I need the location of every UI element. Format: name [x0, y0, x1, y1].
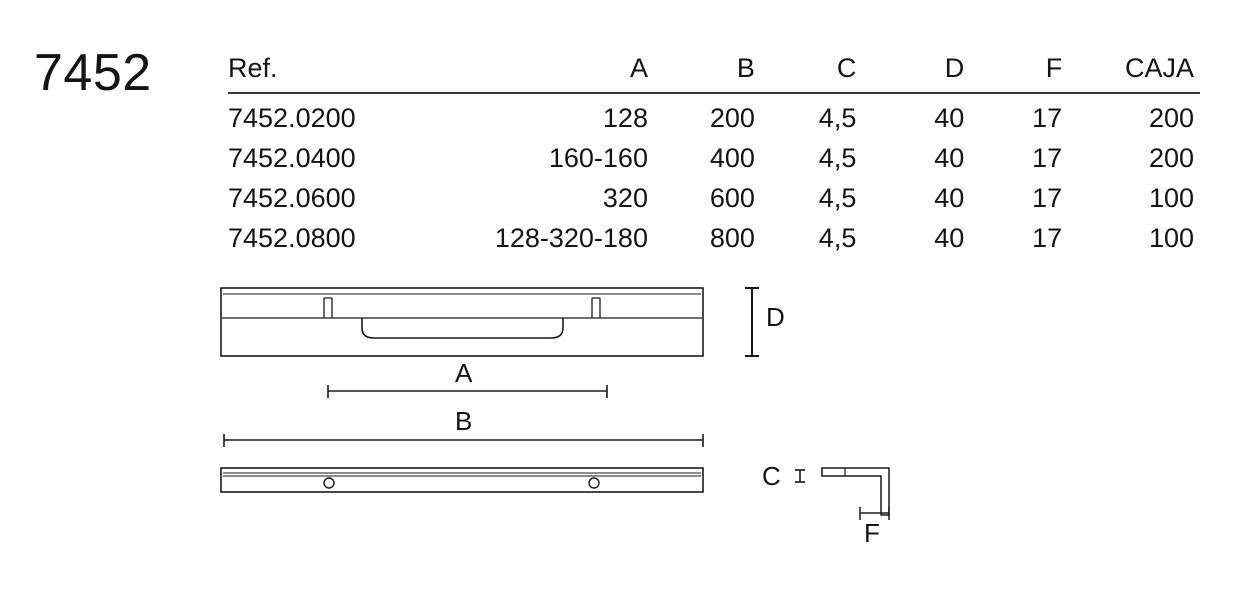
cell-d: 40 [934, 223, 965, 253]
cell-f: 17 [1032, 103, 1063, 133]
specification-table [228, 48, 1200, 258]
dimension-label-d: D [766, 302, 785, 332]
cell-d: 40 [934, 103, 965, 133]
table-header-row [228, 48, 1200, 93]
cell-b: 200 [709, 103, 755, 133]
column-header-caja: CAJA [1084, 48, 1200, 93]
cell-b: 400 [709, 143, 755, 173]
cell-f: 17 [1032, 223, 1063, 253]
cell-c: 4,5 [818, 103, 857, 133]
cell-b: 600 [709, 183, 755, 213]
cell-a: 128-320-180 [494, 223, 648, 253]
cell-ref: 7452.0600 [228, 183, 356, 213]
dimension-a [328, 358, 607, 398]
dimension-label-b: B [455, 406, 473, 436]
cell-d: 40 [934, 143, 965, 173]
cell-b: 800 [709, 223, 755, 253]
cell-f: 17 [1032, 143, 1063, 173]
dimension-label-a: A [455, 358, 473, 388]
table-row [228, 218, 1200, 258]
top-view-drawing [221, 468, 703, 492]
section-detail-drawing [762, 461, 889, 548]
column-header-c: C [761, 48, 870, 93]
column-header-ref: Ref. [228, 48, 421, 93]
cell-caja: 100 [1148, 223, 1194, 253]
cell-c: 4,5 [818, 143, 857, 173]
column-header-d: D [870, 48, 980, 93]
technical-drawing [0, 262, 1250, 582]
table-row [228, 178, 1200, 218]
table-row [228, 138, 1200, 178]
front-view-drawing [221, 288, 703, 356]
cell-a: 128 [602, 103, 648, 133]
table-row [228, 93, 1200, 138]
cell-ref: 7452.0400 [228, 143, 356, 173]
cell-ref: 7452.0200 [228, 103, 356, 133]
cell-c: 4,5 [818, 223, 857, 253]
dimension-b [224, 406, 703, 447]
cell-a: 160-160 [548, 143, 648, 173]
dimension-d [745, 288, 785, 356]
column-header-a: A [421, 48, 650, 93]
cell-f: 17 [1032, 183, 1063, 213]
cell-a: 320 [602, 183, 648, 213]
cell-d: 40 [934, 183, 965, 213]
page-title: 7452 [34, 44, 152, 102]
cell-ref: 7452.0800 [228, 223, 356, 253]
cell-c: 4,5 [818, 183, 857, 213]
column-header-b: B [650, 48, 761, 93]
cell-caja: 200 [1148, 143, 1194, 173]
cell-caja: 100 [1148, 183, 1194, 213]
dimension-label-c: C [762, 461, 781, 491]
column-header-f: F [980, 48, 1084, 93]
dimension-label-f: F [864, 518, 880, 548]
cell-caja: 200 [1148, 103, 1194, 133]
